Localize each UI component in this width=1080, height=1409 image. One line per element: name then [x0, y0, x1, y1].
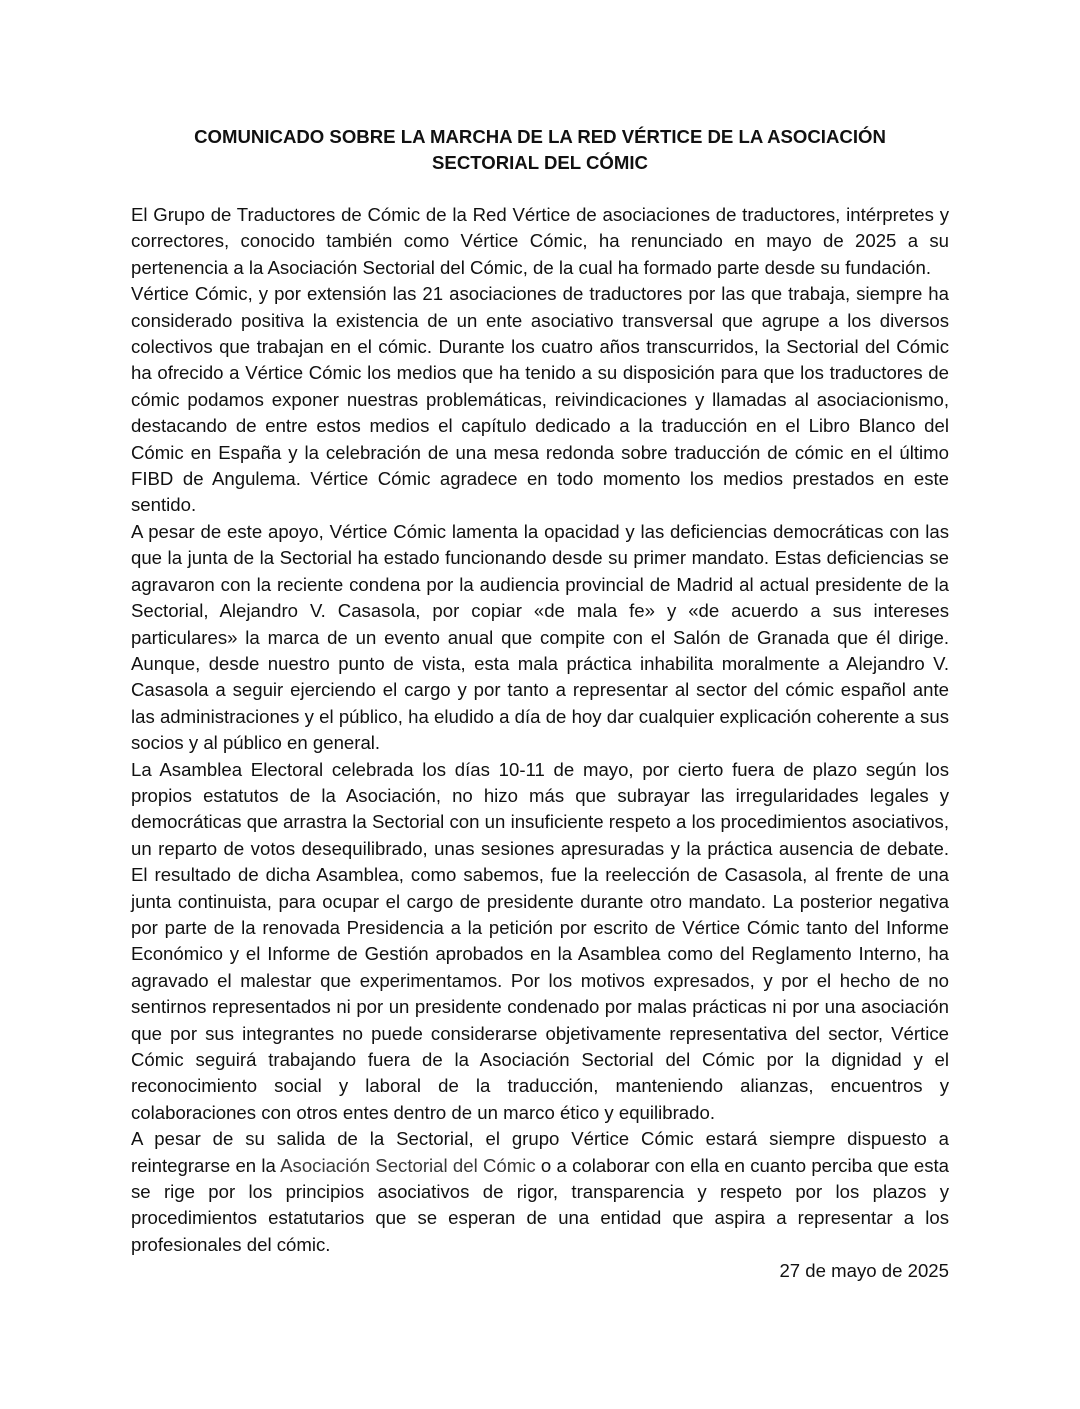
title-line-2: SECTORIAL DEL CÓMIC	[432, 152, 648, 173]
paragraph-3: A pesar de este apoyo, Vértice Cómic lamenta la opacidad y las deficiencias democráticas con las que la junta de la Sectorial ha estado funcionando desde su primer mandato. Estas deficiencias se agravaron con la reciente condena por la audiencia provincial de Madrid al actual presidente de la Sectorial, Alejandro V. Casasola, por copiar «de mala fe» y «de acuerdo a sus intereses particulares» la marca de un evento anual que compite con el Salón de Granada que él dirige. Aunque, desde nuestro punto de vista, esta mala práctica inhabilita moralmente a Alejandro V. Casasola a seguir ejerciendo el cargo y por tanto a representar al sector del cómic español ante las administraciones y el público, ha eludido a día de hoy dar cualquier explicación coherente a sus socios y al público en general.	[131, 520, 949, 754]
paragraph-1: El Grupo de Traductores de Cómic de la Red Vértice de asociaciones de traductores, intérpretes y correctores, conocido también como Vértice Cómic, ha renunciado en mayo de 2025 a su pertenencia a la Asociación Sectorial del Cómic, de la cual ha formado parte desde su fundación.	[131, 204, 949, 278]
paragraph-5-text-after: o a colaborar con ella en cuanto perciba que esta se rige por los principios asociativos de rigor, transparencia y respeto por los plazos y procedimientos estatutarios que se esperan de una entidad que aspira a representar a los profesionales del cómic.	[131, 1154, 949, 1255]
asociacion-sectorial-link[interactable]: Asociación Sectorial del Cómic	[280, 1154, 536, 1176]
paragraph-5-text-before: A pesar de su salida de la Sectorial, el grupo Vértice Cómic estará siempre dispuesto a reintegrarse en la	[131, 1128, 949, 1176]
paragraph-2: Vértice Cómic, y por extensión las 21 asociaciones de traductores por las que trabaja, siempre ha considerado positiva la existencia de un ente asociativo transversal que agrupe a los diversos colectivos que trabajan en el cómic. Durante los cuatro años transcurridos, la Sectorial del Cómic ha ofrecido a Vértice Cómic los medios que ha tenido a su disposición para que los traductores de cómic podamos exponer nuestras problemáticas, reivindicaciones y llamadas al asociacionismo, destacando de entre estos medios el capítulo dedicado a la traducción en el Libro Blanco del Cómic en España y la celebración de una mesa redonda sobre traducción de cómic en el último FIBD de Angulema. Vértice Cómic agradece en todo momento los medios prestados en este sentido.	[131, 283, 949, 516]
title-line-1: COMUNICADO SOBRE LA MARCHA DE LA RED VÉRTICE DE LA ASOCIACIÓN	[194, 126, 886, 147]
paragraph-4: La Asamblea Electoral celebrada los días 10-11 de mayo, por cierto fuera de plazo según los propios estatutos de la Asociación, no hizo más que subrayar las irregularidades legales y democráticas que arrastra la Sectorial con un insuficiente respeto a los procedimientos asociativos, un reparto de votos desequilibrado, unas sesiones apresuradas y la práctica ausencia de debate. El resultado de dicha Asamblea, como sabemos, fue la reelección de Casasola, al frente de una junta continuista, para ocupar el cargo de presidente durante otro mandato. La posterior negativa por parte de la renovada Presidencia a la petición por escrito de Vértice Cómic tanto del Informe Económico y el Informe de Gestión aprobados en la Asamblea como del Reglamento Interno, ha agravado el malestar que experimentamos. Por los motivos expresados, y por el hecho de no sentirnos representados ni por un presidente condenado por malas prácticas ni por una asociación que por sus integrantes no puede considerarse objetivamente representativa del sector, Vértice Cómic seguirá trabajando fuera de la Asociación Sectorial del Cómic por la dignidad y el reconocimiento social y laboral de la traducción, manteniendo alianzas, encuentros y colaboraciones con otros entes dentro de un marco ético y equilibrado.	[131, 758, 949, 1123]
document-date: 27 de mayo de 2025	[779, 1260, 949, 1282]
document-title	[131, 124, 949, 176]
document-page	[131, 124, 949, 1285]
paragraph-5	[131, 1126, 949, 1258]
